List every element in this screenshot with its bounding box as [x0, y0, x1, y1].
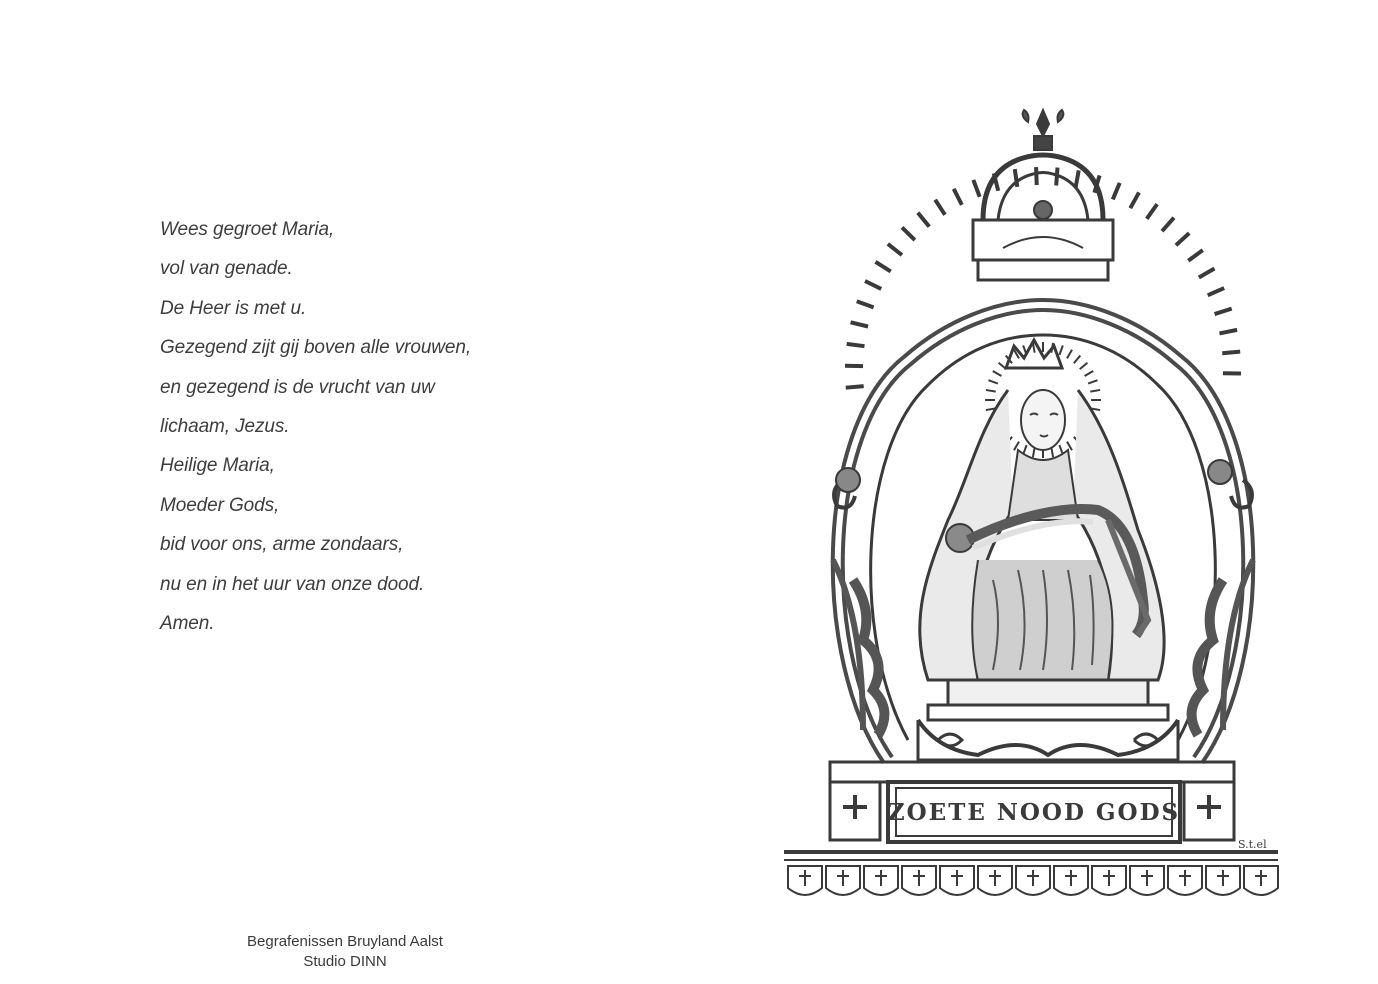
prayer-line: Heilige Maria, — [160, 455, 275, 477]
inner-halo-ray — [1085, 371, 1094, 376]
halo-ray — [1162, 218, 1174, 232]
prayer-line: Wees gegroet Maria, — [160, 219, 335, 240]
cross-tile — [826, 866, 860, 895]
plaque-text: ZOETE NOOD GODS — [887, 799, 1181, 826]
left-angel-head — [836, 468, 860, 492]
halo-ray — [1075, 170, 1078, 188]
inner-halo-ray — [1080, 363, 1088, 369]
footer-line-studio: Studio DINN — [303, 953, 387, 970]
prayer-line: Moeder Gods, — [160, 494, 280, 516]
halo-ray — [888, 244, 902, 255]
inner-halo-ray — [988, 380, 997, 383]
halo-ray — [1188, 250, 1203, 261]
cross-tile — [1092, 866, 1126, 895]
halo-ray — [875, 262, 890, 272]
artist-signature: S.t.el — [1238, 838, 1267, 851]
halo-ray — [857, 301, 874, 307]
prayer-line: De Heer is met u. — [160, 297, 307, 319]
halo-ray — [935, 200, 945, 215]
halo-ray — [851, 322, 868, 326]
inner-halo-ray — [1074, 356, 1080, 364]
cross-tile — [1130, 866, 1164, 895]
footer-line-funeral-home: Begrafenissen Bruyland Aalst — [247, 933, 443, 950]
cross-tile — [1016, 866, 1050, 895]
halo-ray — [1215, 309, 1232, 314]
cross-tile — [902, 866, 936, 895]
inner-halo-ray — [1088, 380, 1097, 383]
halo-ray — [865, 281, 881, 289]
halo-ray — [954, 189, 962, 205]
halo-ray — [918, 213, 929, 227]
prayer-line: bid voor ons, arme zondaars, — [160, 534, 404, 556]
inner-halo-ray — [1067, 350, 1072, 359]
halo-ray — [1176, 233, 1189, 245]
cross-tile — [978, 866, 1012, 895]
cross-tile — [1168, 866, 1202, 895]
halo-ray — [1113, 183, 1120, 200]
inner-halo-ray — [1090, 390, 1100, 392]
cross-border — [784, 852, 1278, 895]
halo-ray — [902, 227, 915, 240]
prayer-line: en gezegend is de vrucht van uw — [160, 376, 435, 398]
inner-halo-ray — [993, 371, 1002, 376]
inner-halo-ray — [1059, 345, 1062, 354]
halo-ray — [1036, 167, 1037, 185]
right-angel-head — [1208, 460, 1232, 484]
pieta-illustration — [778, 100, 1288, 910]
prayer-line: Amen. — [160, 612, 215, 634]
prayer-text — [160, 212, 640, 645]
prayer-line: lichaam, Jezus. — [160, 415, 290, 437]
halo-ray — [1147, 204, 1157, 219]
prayer-line: nu en in het uur van onze dood. — [160, 573, 425, 595]
cross-tile — [788, 866, 822, 895]
cross-tile — [940, 866, 974, 895]
cross-tile — [1206, 866, 1240, 895]
footer-credits — [200, 932, 490, 972]
halo-ray — [973, 180, 979, 197]
pieta-engraving — [778, 100, 1288, 910]
halo-ray — [846, 386, 864, 388]
cross-tile — [864, 866, 898, 895]
halo-ray — [1199, 269, 1215, 278]
prayer-line: Gezegend zijt gij boven alle vrouwen, — [160, 337, 472, 359]
pedestal — [918, 680, 1178, 760]
cross-tile — [1244, 866, 1278, 895]
prayer-line: vol van genade. — [160, 258, 293, 280]
halo-ray — [1219, 330, 1237, 334]
cross-tile — [1054, 866, 1088, 895]
halo-ray — [847, 344, 865, 346]
halo-ray — [1222, 352, 1240, 354]
halo-ray — [1208, 288, 1224, 295]
crown-ornament — [973, 110, 1113, 280]
halo-ray — [1130, 192, 1139, 208]
inner-halo-ray — [986, 390, 996, 392]
